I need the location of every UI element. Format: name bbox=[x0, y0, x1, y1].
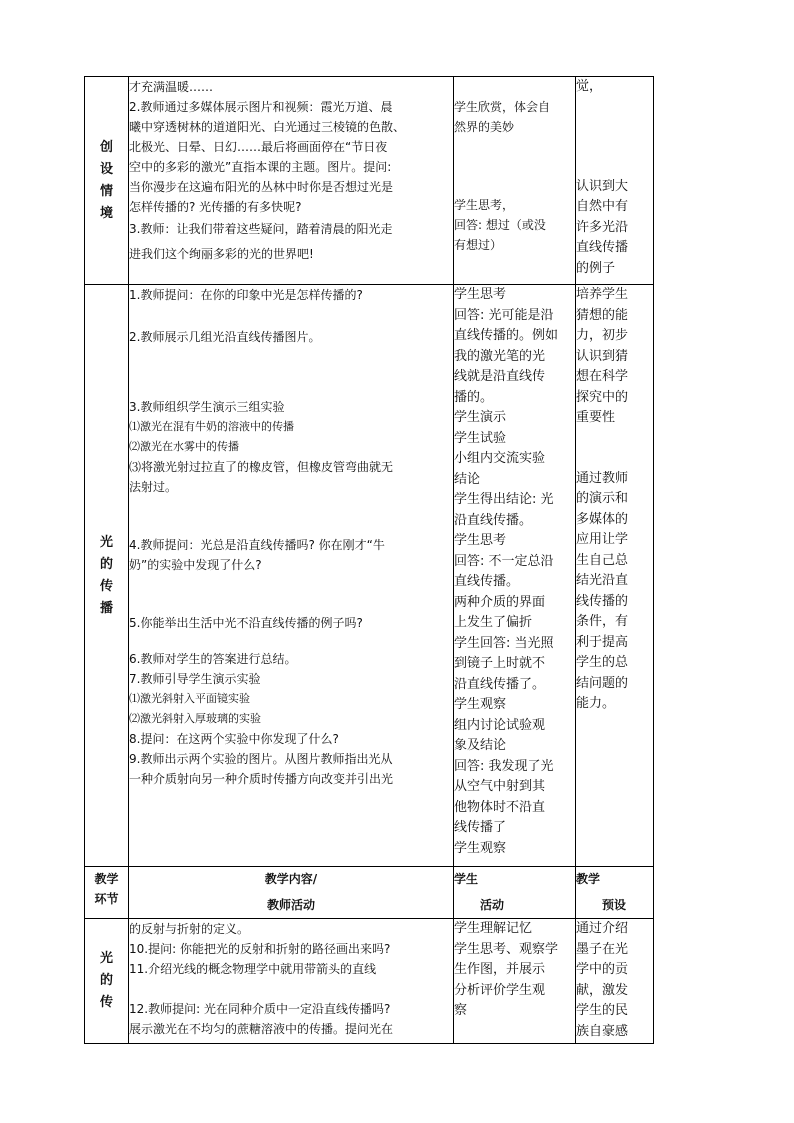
row-light-propagation bbox=[85, 285, 654, 867]
teacher-activity-cell: 1.教师提问：在你的印象中光是怎样传播的? 2.教师展示几组光沿直线传播图片。 3.教师组织学生演示三组实验 ⑴激光在混有牛奶的溶液中的传播 ⑵激光在水雾中的传播 ⑶将激光射过拉直了的橡皮管，但橡皮管弯曲就无 法射过。 4.教师提问：光总是沿直线传播吗? 你在刚才“牛 奶”的实验中发现了什么? 5.你能举出生活中光不沿直线传播的例子吗? 6.教师对学生的答案进行总结。 7.教师引导学生演示实验 ⑴激光斜射入平面镜实验 ⑵激光斜射入厚玻璃的实验 8.提问：在这两个实验中你发现了什么? 9.教师出示两个实验的图片。从图片教师指出光从 一种介质射向另一种介质时传播方向改变并引出光 bbox=[129, 285, 454, 867]
design-intent-cell: 培养学生 猜想的能 力，初步 认识到猜 想在科学 探究中的 重要性 通过教师 的演示和 多媒体的 应用让学 生自己总 结光沿直 线传播的 条件，有 利于提高 学生的总 结问题的 能力。 bbox=[576, 285, 654, 867]
design-intent-cell: 觉， 认识到大 自然中有 许多光沿 直线传播 的例子 bbox=[576, 77, 654, 285]
teacher-activity-cell: 的反射与折射的定义。 10.提问: 你能把光的反射和折射的路径画出来吗? 11.介绍光线的概念物理学中就用带箭头的直线 12.教师提问: 光在同种介质中一定沿直线传播吗? 展示激光在不均匀的蔗糖溶液中的传播。提问光在 bbox=[129, 919, 454, 1044]
student-activity-cell: 学生理解记忆 学生思考、观察学 生作图，并展示 分析评价学生观 察 bbox=[454, 919, 576, 1044]
student-activity-cell: 学生欣赏，体会自 然界的美妙 学生思考， 回答: 想过（或没 有想过） bbox=[454, 77, 576, 285]
header-student-activity: 学生 活动 bbox=[454, 867, 576, 919]
header-teaching-stage: 教学 环节 bbox=[85, 867, 129, 919]
section-label-create-situation: 创 设 情 境 bbox=[85, 77, 129, 285]
lesson-plan-table bbox=[84, 76, 654, 1044]
student-activity-cell: 学生思考 回答: 光可能是沿 直线传播的。例如 我的激光笔的光 线就是沿直线传 播的。 学生演示 学生试验 小组内交流实验 结论 学生得出结论: 光 沿直线传播。 学生思考 回答: 不一定总沿 直线传播。 两种介质的界面 上发生了偏折 学生回答: 当光照 到镜子上时就不 沿直线传播了。 学生观察 组内讨论试验观 象及结论 回答: 我发现了光 从空气中射到其 他物体时不沿直 线传播了 学生观察 bbox=[454, 285, 576, 867]
table-header-row bbox=[85, 867, 654, 919]
row-light-propagation-continued bbox=[85, 919, 654, 1044]
row-create-situation bbox=[85, 77, 654, 285]
section-label-light-propagation: 光 的 传 播 bbox=[85, 285, 129, 867]
section-label-light-propagation-continued: 光 的 传 bbox=[85, 919, 129, 1044]
header-teaching-content: 教学内容/ 教师活动 bbox=[129, 867, 454, 919]
teacher-activity-cell: 才充满温暖…… 2.教师通过多媒体展示图片和视频：霞光万道、晨 曦中穿透树林的道道阳光、白光通过三棱镜的色散、 北极光、日晕、日幻……最后将画面停在“节日夜 空中的多彩的激光”直指本课的主题。图片。提问: 当你漫步在这遍布阳光的丛林中时你是否想过光是 怎样传播的? 光传播的有多快呢? 3.教师：让我们带着这些疑问，踏着清晨的阳光走 进我们这个绚丽多彩的光的世界吧! bbox=[129, 77, 454, 285]
header-design-intent: 教学 预设 bbox=[576, 867, 654, 919]
design-intent-cell: 通过介绍 墨子在光 学中的贡 献，激发 学生的民 族自豪感 bbox=[576, 919, 654, 1044]
